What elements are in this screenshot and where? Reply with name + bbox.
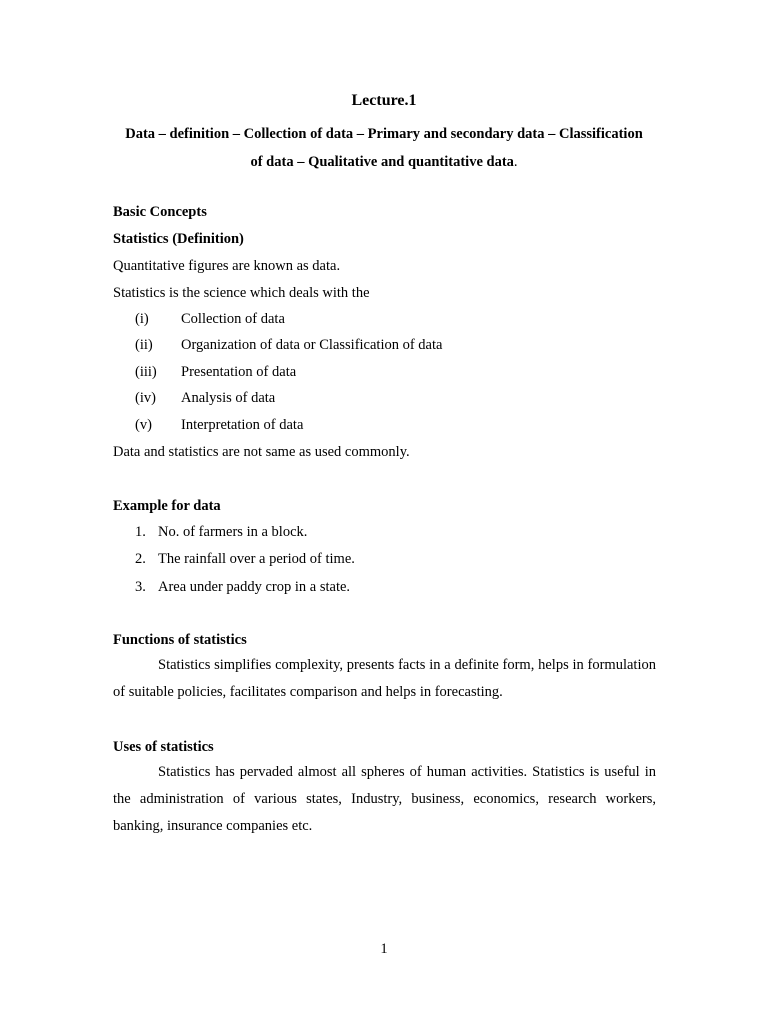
list-item-text: Analysis of data — [181, 390, 276, 406]
list-item-text: Organization of data or Classification of data — [181, 337, 443, 353]
list-item-number: (iii) — [135, 364, 157, 380]
list-item-number: (v) — [135, 417, 152, 433]
basic-concepts-heading: Basic Concepts — [113, 204, 207, 220]
list-item-text: Presentation of data — [181, 364, 297, 380]
lecture-subtitle — [100, 120, 668, 176]
definition-line-2: Statistics is the science which deals with the — [113, 285, 370, 301]
functions-paragraph: Statistics simplifies complexity, presents facts in a definite form, helps in formulation of suitable policies, facilitates comparison and helps in forecasting. — [113, 657, 656, 700]
subtitle-line-1: Data – definition – Collection of data – Primary and secondary data – Classification — [125, 126, 643, 142]
list-item-text: Area under paddy crop in a state. — [158, 579, 351, 595]
list-item-number: 3. — [135, 579, 146, 595]
list-item-number: (iv) — [135, 390, 156, 406]
list-item-text: Collection of data — [181, 311, 285, 327]
uses-paragraph: Statistics has pervaded almost all spheres of human activities. Statistics is useful in the administration of various states, Industry, business, economics, research workers, banking, insurance companies etc. — [113, 764, 656, 834]
functions-heading: Functions of statistics — [113, 632, 247, 648]
example-heading: Example for data — [113, 498, 221, 514]
lecture-title: Lecture.1 — [351, 92, 417, 109]
list-item-number: 2. — [135, 551, 146, 567]
subtitle-line-2-end: . — [513, 154, 518, 170]
list-item-text: No. of farmers in a block. — [158, 524, 308, 540]
statistics-definition-heading: Statistics (Definition) — [113, 231, 244, 247]
definition-line-1: Quantitative figures are known as data. — [113, 258, 341, 274]
page-number: 1 — [380, 941, 388, 957]
list-item-number: (i) — [135, 311, 149, 327]
subtitle-line-2: of data – Qualitative and quantitative data — [250, 154, 514, 170]
uses-heading: Uses of statistics — [113, 739, 214, 755]
data-statistics-note: Data and statistics are not same as used commonly. — [113, 444, 410, 460]
list-item-number: (ii) — [135, 337, 153, 353]
list-item-number: 1. — [135, 524, 146, 540]
list-item-text: Interpretation of data — [181, 417, 304, 433]
list-item-text: The rainfall over a period of time. — [158, 551, 355, 567]
